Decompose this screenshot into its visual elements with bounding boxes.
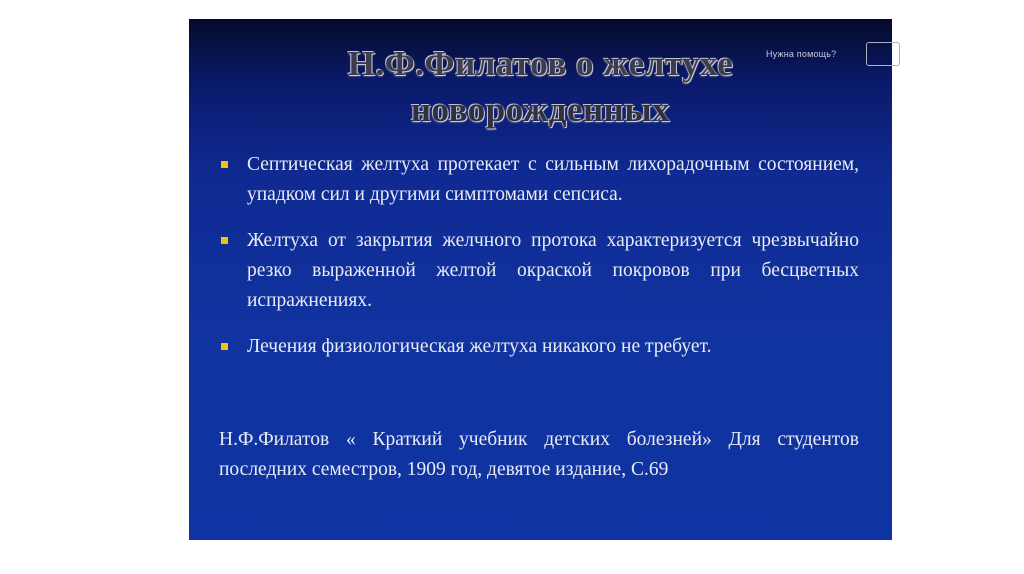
bullet-text: Лечения физиологическая желтуха никакого не требует. xyxy=(247,336,712,357)
slide-title-line-1: Н.Ф.Филатов о желтухе xyxy=(347,44,734,83)
help-button[interactable] xyxy=(866,42,900,66)
presentation-slide xyxy=(189,19,892,540)
square-bullet-icon xyxy=(221,161,228,168)
bullet-item xyxy=(219,226,859,316)
bullet-item xyxy=(219,150,859,210)
bullet-item xyxy=(219,332,859,362)
bullet-list xyxy=(219,150,859,378)
reference-citation: Н.Ф.Филатов « Краткий учебник детских болезней» Для студентов последних семестров, 1909 год, девятое издание, С.69 xyxy=(219,429,859,480)
square-bullet-icon xyxy=(221,237,228,244)
help-link[interactable]: Нужна помощь? xyxy=(766,49,837,59)
bullet-text: Желтуха от закрытия желчного протока характеризуется чрезвычайно резко выраженной желтой окраской покровов при бесцветных испражнениях. xyxy=(247,230,859,311)
square-bullet-icon xyxy=(221,343,228,350)
bullet-text: Септическая желтуха протекает с сильным лихорадочным состоянием, упадком сил и другими симптомами сепсиса. xyxy=(247,154,859,205)
slide-title-line-2: новорожденных xyxy=(410,90,671,129)
